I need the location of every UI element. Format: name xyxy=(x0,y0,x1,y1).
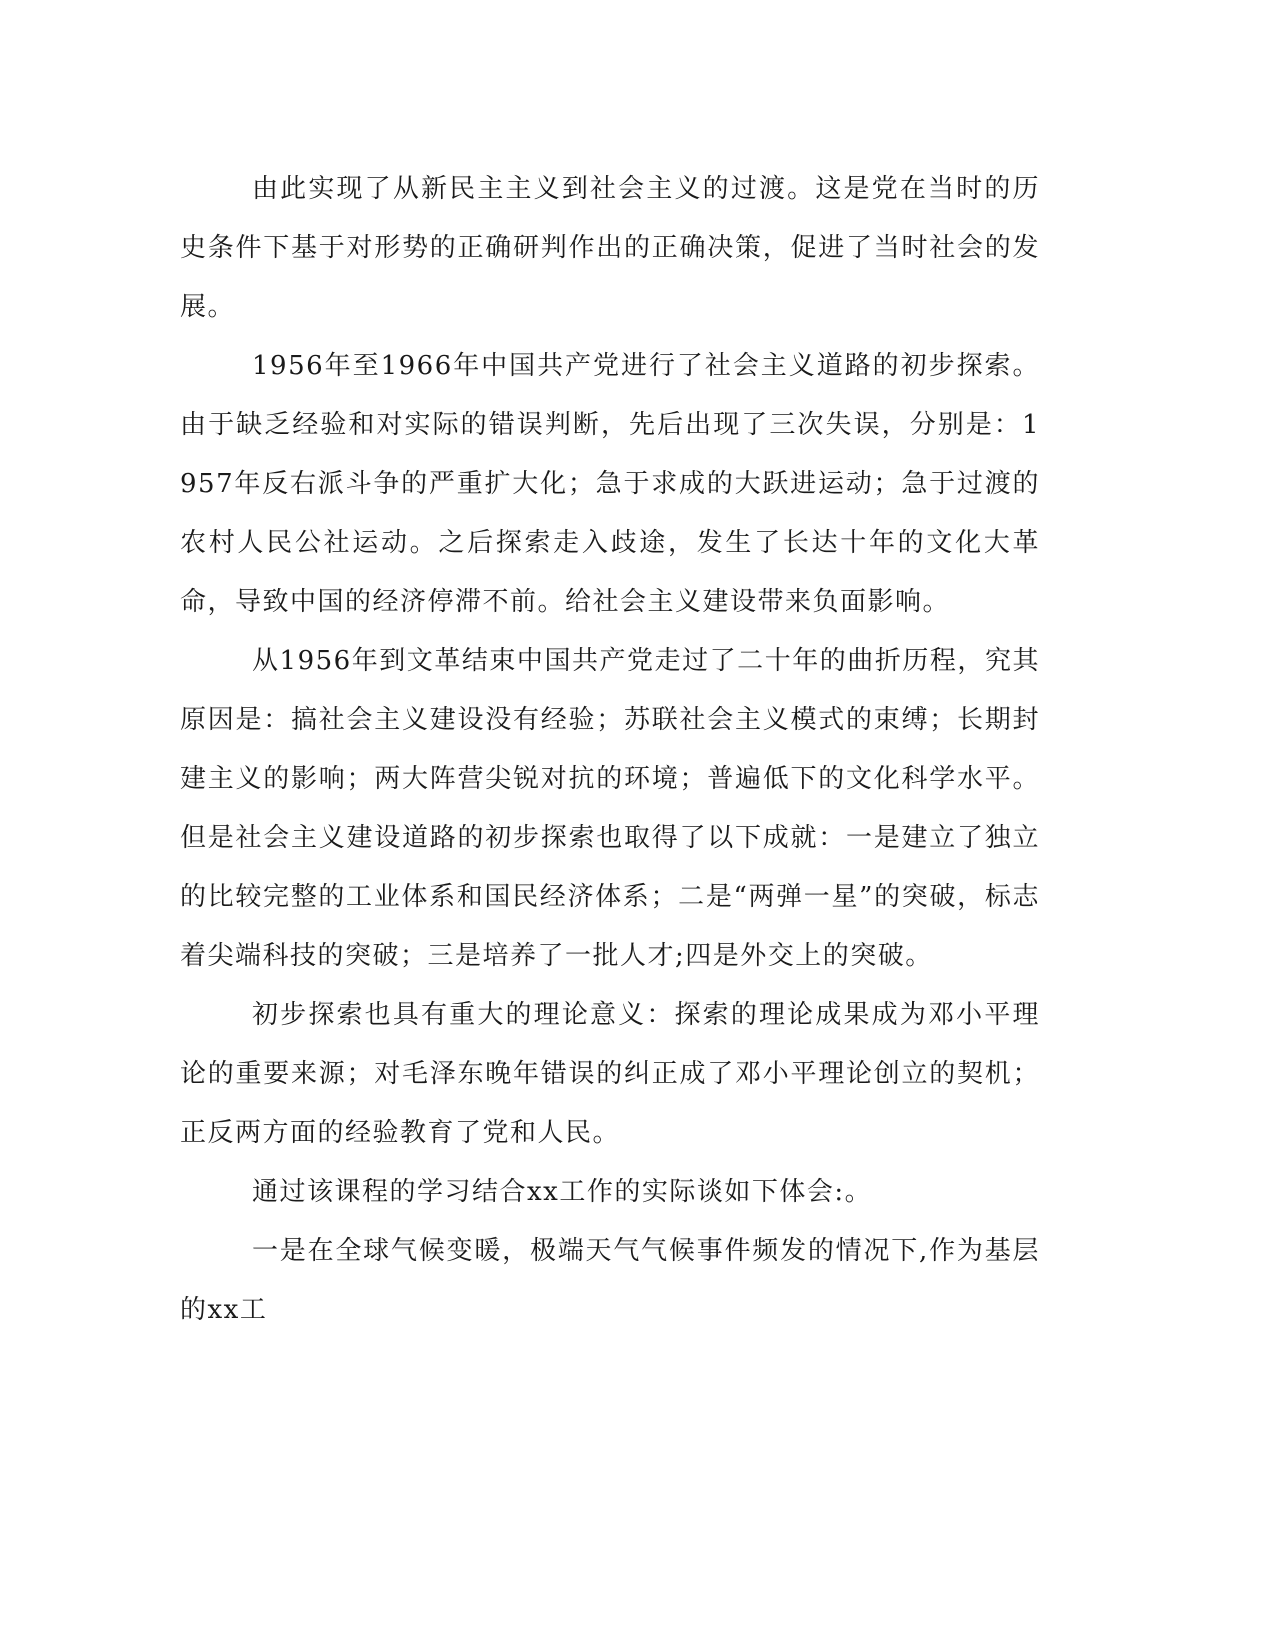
paragraph-twenty-years: 从1956年到文革结束中国共产党走过了二十年的曲折历程，究其原因是：搞社会主义建设没有经验；苏联社会主义模式的束缚；长期封建主义的影响；两大阵营尖锐对抗的环境；普遍低下的文化科学水平。但是社会主义建设道路的初步探索也取得了以下成就：一是建立了独立的比较完整的工业体系和国民经济体系；二是“两弹一星”的突破，标志着尖端科技的突破；三是培养了一批人才;四是外交上的突破。 xyxy=(180,646,1040,971)
document-body xyxy=(180,160,1040,1340)
paragraph-theoretical-significance: 初步探索也具有重大的理论意义：探索的理论成果成为邓小平理论的重要来源；对毛泽东晚年错误的纠正成了邓小平理论创立的契机；正反两方面的经验教育了党和人民。 xyxy=(180,1000,1040,1148)
paragraph-transition: 由此实现了从新民主主义到社会主义的过渡。这是党在当时的历史条件下基于对形势的正确研判作出的正确决策，促进了当时社会的发展。 xyxy=(180,174,1040,322)
paragraph-initial-exploration: 1956年至1966年中国共产党进行了社会主义道路的初步探索。由于缺乏经验和对实际的错误判断，先后出现了三次失误，分别是：1957年反右派斗争的严重扩大化；急于求成的大跃进运动；急于过渡的农村人民公社运动。之后探索走入歧途，发生了长达十年的文化大革命，导致中国的经济停滞不前。给社会主义建设带来负面影响。 xyxy=(180,351,1040,617)
paragraph-first-point: 一是在全球气候变暖，极端天气气候事件频发的情况下,作为基层的xx工 xyxy=(180,1236,1040,1325)
paragraph-course-reflection: 通过该课程的学习结合xx工作的实际谈如下体会:。 xyxy=(252,1177,873,1207)
